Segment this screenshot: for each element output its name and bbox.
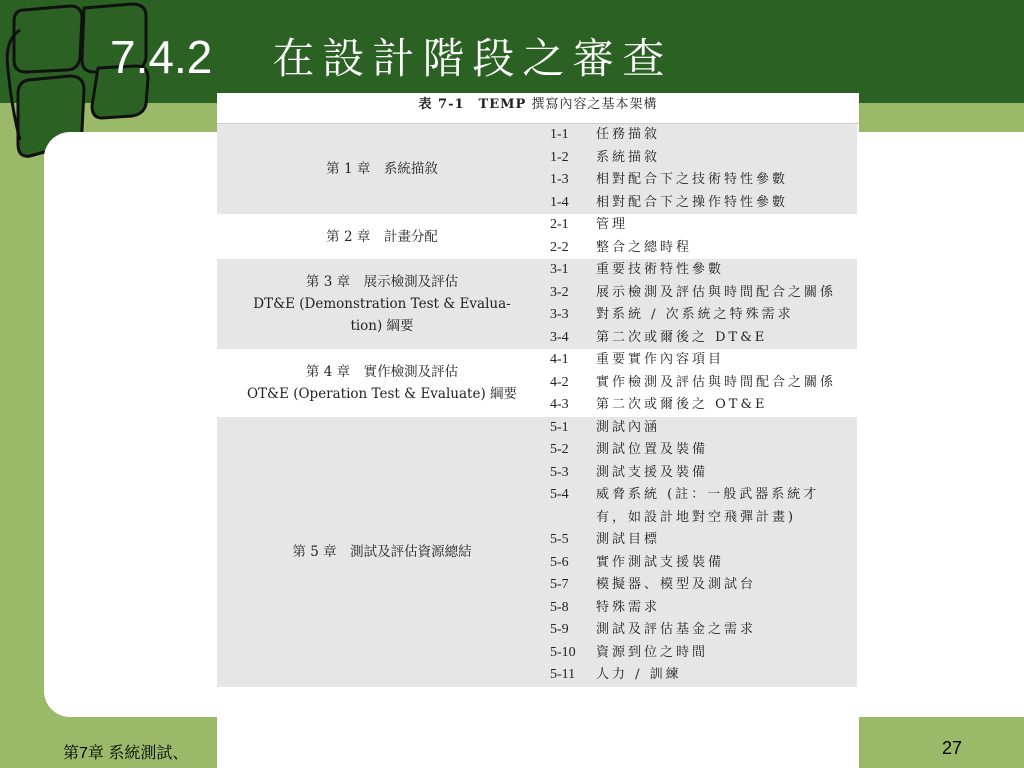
item-text: 第二次或爾後之 OT&E <box>596 397 768 412</box>
table-body <box>217 124 859 687</box>
item-code: 4-1 <box>550 352 569 367</box>
items-cell <box>547 124 857 214</box>
chapter-line: 第 3 章 展示檢測及評估 <box>305 274 459 290</box>
list-item <box>550 619 857 642</box>
table-row <box>217 349 857 417</box>
title-number: 7.4.2 <box>110 31 213 83</box>
item-code: 5-7 <box>550 577 569 592</box>
item-text: 重要實作內容項目 <box>596 352 725 367</box>
item-text: 任務描敘 <box>596 127 661 142</box>
footer <box>0 718 1024 768</box>
chapter-cell <box>217 417 547 687</box>
list-item <box>550 574 857 597</box>
item-text: 管理 <box>596 217 629 232</box>
list-item <box>550 214 857 237</box>
chapter-line: 第 2 章 計畫分配 <box>326 228 438 245</box>
list-item <box>550 147 857 170</box>
item-text: 相對配合下之技術特性參數 <box>596 172 789 187</box>
temp-table <box>217 93 859 768</box>
item-code: 5-1 <box>550 419 569 435</box>
list-item <box>550 552 857 575</box>
item-text: 系統描敘 <box>596 149 661 165</box>
list-item <box>550 372 857 395</box>
item-text: 重要技術特性參數 <box>596 262 725 277</box>
item-text: 測試目標 <box>596 532 661 547</box>
item-text: 對系統 / 次系統之特殊需求 <box>596 307 794 322</box>
table-row <box>217 214 857 259</box>
item-text: 展示檢測及評估與時間配合之關係 <box>596 284 837 300</box>
list-item <box>550 664 857 687</box>
footer-chapter: 第7章 系統測試、 <box>63 745 189 762</box>
chapter-line: OT&E (Operation Test & Evaluate) 綱要 <box>246 385 518 402</box>
table-row <box>217 259 857 349</box>
items-cell <box>547 417 857 687</box>
list-item <box>550 529 857 552</box>
item-code: 2-2 <box>550 239 569 255</box>
title-text: 在設計階段之審查 <box>272 34 673 83</box>
item-text: 特殊需求 <box>596 599 661 615</box>
item-code: 3-4 <box>550 329 569 345</box>
list-item <box>550 597 857 620</box>
caption-text: 撰寫內容之基本架構 <box>531 97 658 112</box>
item-code: 5-8 <box>550 599 569 615</box>
list-item <box>550 484 857 529</box>
table-caption <box>217 93 859 124</box>
chapter-line: DT&E (Demonstration Test & Evalua- <box>253 296 511 312</box>
item-text: 第二次或爾後之 DT&E <box>596 329 768 345</box>
chapter-line: 第 4 章 實作檢測及評估 <box>305 363 459 380</box>
list-item <box>550 259 857 282</box>
list-item <box>550 282 857 305</box>
items-cell <box>547 349 857 417</box>
list-item <box>550 124 857 147</box>
items-cell <box>547 214 857 259</box>
item-code: 5-2 <box>550 442 569 457</box>
item-code: 5-4 <box>550 487 569 502</box>
item-code: 5-5 <box>550 532 569 547</box>
list-item <box>550 462 857 485</box>
table-row <box>217 124 857 214</box>
item-code: 3-2 <box>550 284 569 300</box>
item-code: 1-4 <box>550 194 569 210</box>
item-text: 相對配合下之操作特性參數 <box>596 194 789 210</box>
list-item <box>550 169 857 192</box>
item-code: 5-3 <box>550 464 569 480</box>
item-text: 測試內涵 <box>596 419 661 435</box>
table-row <box>217 417 857 687</box>
list-item <box>550 349 857 372</box>
list-item <box>550 642 857 665</box>
list-item <box>550 192 857 215</box>
item-text: 測試支援及裝備 <box>596 464 709 480</box>
chapter-cell <box>217 349 547 417</box>
item-code: 1-3 <box>550 172 569 187</box>
item-text: 人力 / 訓練 <box>596 667 682 682</box>
item-code: 5-6 <box>550 554 569 570</box>
item-text: 整合之總時程 <box>596 239 693 255</box>
item-code: 4-3 <box>550 397 569 412</box>
chapter-line: tion) 綱要 <box>350 318 414 334</box>
chapter-line: 第 5 章 測試及評估資源總結 <box>292 543 472 560</box>
item-text: 資源到位之時間 <box>596 644 709 660</box>
list-item <box>550 304 857 327</box>
chapter-cell <box>217 124 547 214</box>
items-cell <box>547 259 857 349</box>
item-code: 4-2 <box>550 374 569 390</box>
page-number: 27 <box>941 738 962 758</box>
item-text: 模擬器、模型及測試台 <box>596 577 757 592</box>
list-item <box>550 394 857 417</box>
list-item <box>550 439 857 462</box>
item-code: 5-10 <box>550 644 576 660</box>
item-code: 1-1 <box>550 127 569 142</box>
chapter-line: 第 1 章 系統描敘 <box>326 161 438 177</box>
item-code: 2-1 <box>550 217 569 232</box>
caption-label: 表 7-1 TEMP <box>418 97 527 112</box>
slide-title <box>110 22 672 92</box>
chapter-cell <box>217 259 547 349</box>
item-text: 實作檢測及評估與時間配合之關係 <box>596 374 837 390</box>
list-item <box>550 237 857 260</box>
item-code: 3-3 <box>550 307 569 322</box>
list-item <box>550 327 857 350</box>
item-code: 5-11 <box>550 667 576 682</box>
item-text: 威脅系統 (註：一般武器系統才有，如設計地對空飛彈計畫) <box>596 487 820 525</box>
item-text: 測試位置及裝備 <box>596 442 709 457</box>
item-text: 測試及評估基金之需求 <box>596 622 757 637</box>
item-code: 3-1 <box>550 262 569 277</box>
item-code: 5-9 <box>550 622 569 637</box>
item-code: 1-2 <box>550 149 569 165</box>
item-text: 實作測試支援裝備 <box>596 554 725 570</box>
list-item <box>550 417 857 440</box>
chapter-cell <box>217 214 547 259</box>
